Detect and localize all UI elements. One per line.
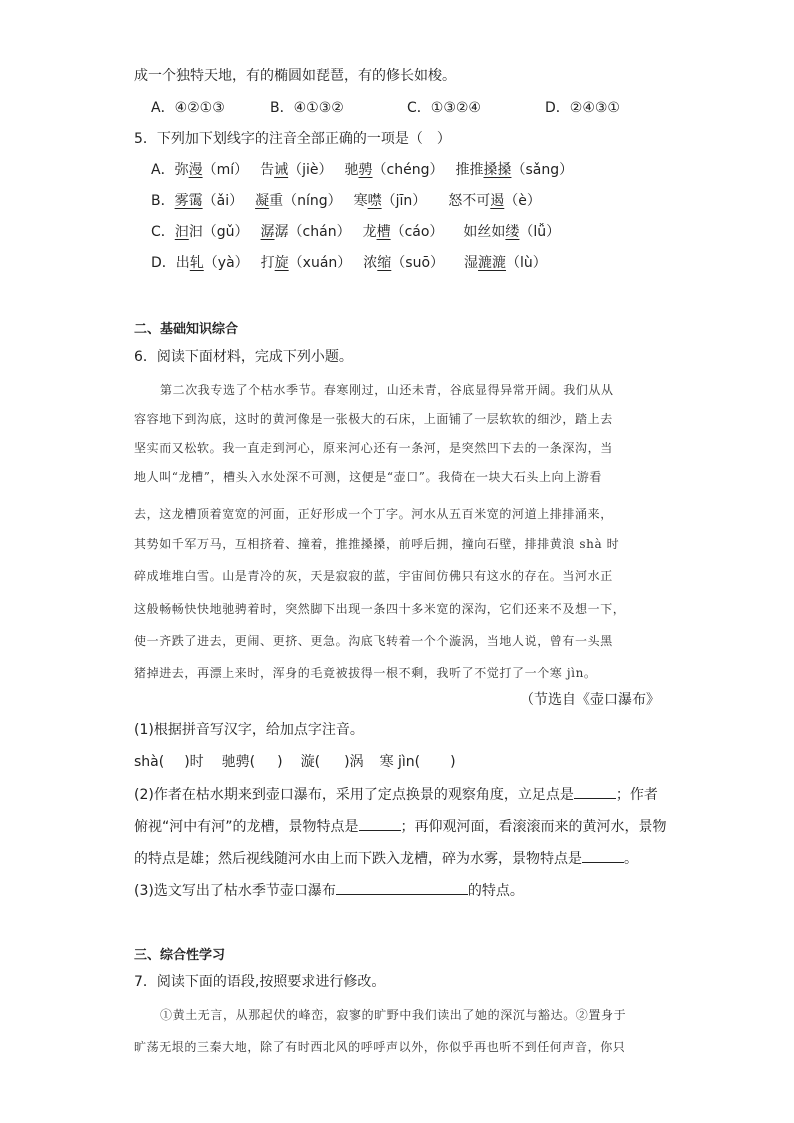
option-label: D． — [151, 255, 176, 271]
section-3-heading: 三、综合性学习 — [134, 948, 226, 963]
passage-line: 第二次我专选了个枯水季节。春寒刚过，山还未青，谷底显得异常开阔。我们从从 — [160, 383, 614, 397]
underlined-char: 噤 — [367, 193, 382, 209]
underlined-char: 轧 — [189, 255, 204, 271]
answer-blank[interactable] — [336, 880, 468, 895]
underlined-char: 缩 — [377, 255, 392, 271]
q6-sub1-answers: shà( )时 驰骋( ) 漩( )涡 寒 jìn( ) — [134, 754, 456, 770]
passage-line: 容容地下到沟底，这时的黄河像是一张极大的石床，上面铺了一层软软的细沙，踏上去 — [134, 412, 613, 426]
passage-line: 去，这龙槽顶着宽宽的河面，正好形成一个丁字。河水从五百米宽的河道上排排涌来， — [134, 507, 613, 521]
passage-line: 地人叫“龙槽”，槽头入水处深不可测，这便是“壶口”。我倚在一块大石头上向上游看 — [134, 470, 602, 484]
q5-stem: 5．下列加下划线字的注音全部正确的一项是（ ） — [134, 131, 451, 147]
q6-sub2-line3: 的特点是雄；然后视线随河水由上而下跌入龙槽，碎为水雾，景物特点是 。 — [134, 848, 638, 869]
passage-line: 使一齐跌了进去，更闹、更挤、更急。沟底飞转着一个个漩涡，当地人说，曾有一头黑 — [134, 634, 613, 648]
underlined-char: 槽 — [376, 224, 391, 240]
q6-sub2-line2: 俯视“河中有河”的龙槽，景物特点是 ；再仰观河面，看滚滚而来的黄河水，景物 — [134, 816, 667, 837]
q5-option-d[interactable]: D．出轧（yà） 打旋（xuán） 浓缩（suō） 湿漉漉（lù） — [151, 255, 547, 271]
underlined-char: 搡搡 — [483, 162, 512, 178]
q7-passage-line: 旷荡无垠的三秦大地，除了有时西北风的呼呼声以外，你似乎再也听不到任何声音，你只 — [134, 1040, 626, 1054]
passage-line: 猪掉进去，再漂上来时，浑身的毛竟被拔得一根不剩，我听了不觉打了一个寒 jìn。 — [134, 666, 597, 680]
q4-option-b[interactable]: B．④①③② — [270, 100, 344, 116]
underlined-char: 汩 — [174, 224, 189, 240]
q6-stem: 6．阅读下面材料，完成下列小题。 — [134, 349, 353, 365]
q4-tail: 成一个独特天地，有的椭圆如琵琶，有的修长如梭。 — [134, 68, 456, 84]
underlined-char: 旋 — [274, 255, 289, 271]
q4-options — [151, 98, 620, 118]
q5-option-c[interactable]: C．汩汩（gǔ） 潺潺（chán） 龙槽（cáo） 如丝如缕（lǚ） — [151, 224, 561, 240]
underlined-char: 骋 — [358, 162, 373, 178]
underlined-char: 潺 — [260, 224, 275, 240]
answer-blank[interactable] — [359, 816, 401, 831]
q4-option-d[interactable]: D．②④③① — [545, 100, 620, 116]
q7-stem: 7．阅读下面的语段,按照要求进行修改。 — [134, 974, 386, 990]
passage-line: 坚实而又松软。我一直走到河心，原来河心还有一条河，是突然凹下去的一条深沟，当 — [134, 441, 613, 455]
q4-option-c[interactable]: C．①③②④ — [407, 100, 481, 116]
option-label: C． — [151, 224, 175, 240]
passage-line: 这般畅畅快快地驰骋着时，突然脚下出现一条四十多米宽的深沟，它们还来不及想一下， — [134, 602, 626, 616]
underlined-char: 雾霭 — [174, 193, 203, 209]
q6-sub1-prompt: (1)根据拼音写汉字，给加点字注音。 — [134, 722, 364, 738]
section-2-heading: 二、基础知识综合 — [134, 322, 239, 337]
underlined-char: 漉漉 — [478, 255, 507, 271]
underlined-char: 凝 — [255, 193, 270, 209]
option-label: A． — [151, 162, 175, 178]
passage-line: 碎成堆堆白雪。山是青冷的灰，天是寂寂的蓝，宇宙间仿佛只有这水的存在。当河水正 — [134, 569, 613, 583]
q6-sub3: (3)选文写出了枯水季节壶口瀑布 的特点。 — [134, 880, 524, 901]
q6-sub2-line1: (2)作者在枯水期来到壶口瀑布，采用了定点换景的观察角度，立足点是 ；作者 — [134, 784, 658, 805]
answer-blank[interactable] — [582, 848, 624, 863]
underlined-char: 缕 — [505, 224, 520, 240]
passage-source: （节选自《壶口瀑布》 — [520, 692, 660, 708]
answer-blank[interactable] — [574, 784, 616, 799]
underlined-char: 诫 — [274, 162, 289, 178]
underlined-char: 遏 — [490, 193, 505, 209]
underlined-char: 漫 — [188, 162, 203, 178]
q7-passage-line: ①黄土无言，从那起伏的峰峦，寂寥的旷野中我们读出了她的深沉与豁达。②置身于 — [160, 1008, 627, 1022]
q5-option-a[interactable]: A．弥漫（mí） 告诫（jiè） 驰骋（chéng） 推推搡搡（sǎng） — [151, 162, 574, 178]
q4-option-a[interactable]: A．④②①③ — [151, 100, 225, 116]
option-label: B． — [151, 193, 175, 209]
passage-line: 其势如千军万马，互相挤着、撞着，推推搡搡，前呼后拥，撞向石壁，排排黄浪 shà 时 — [134, 537, 620, 551]
q5-option-b[interactable]: B．雾霭（ǎi） 凝重（níng） 寒噤（jīn） 怒不可遏（è） — [151, 193, 541, 209]
